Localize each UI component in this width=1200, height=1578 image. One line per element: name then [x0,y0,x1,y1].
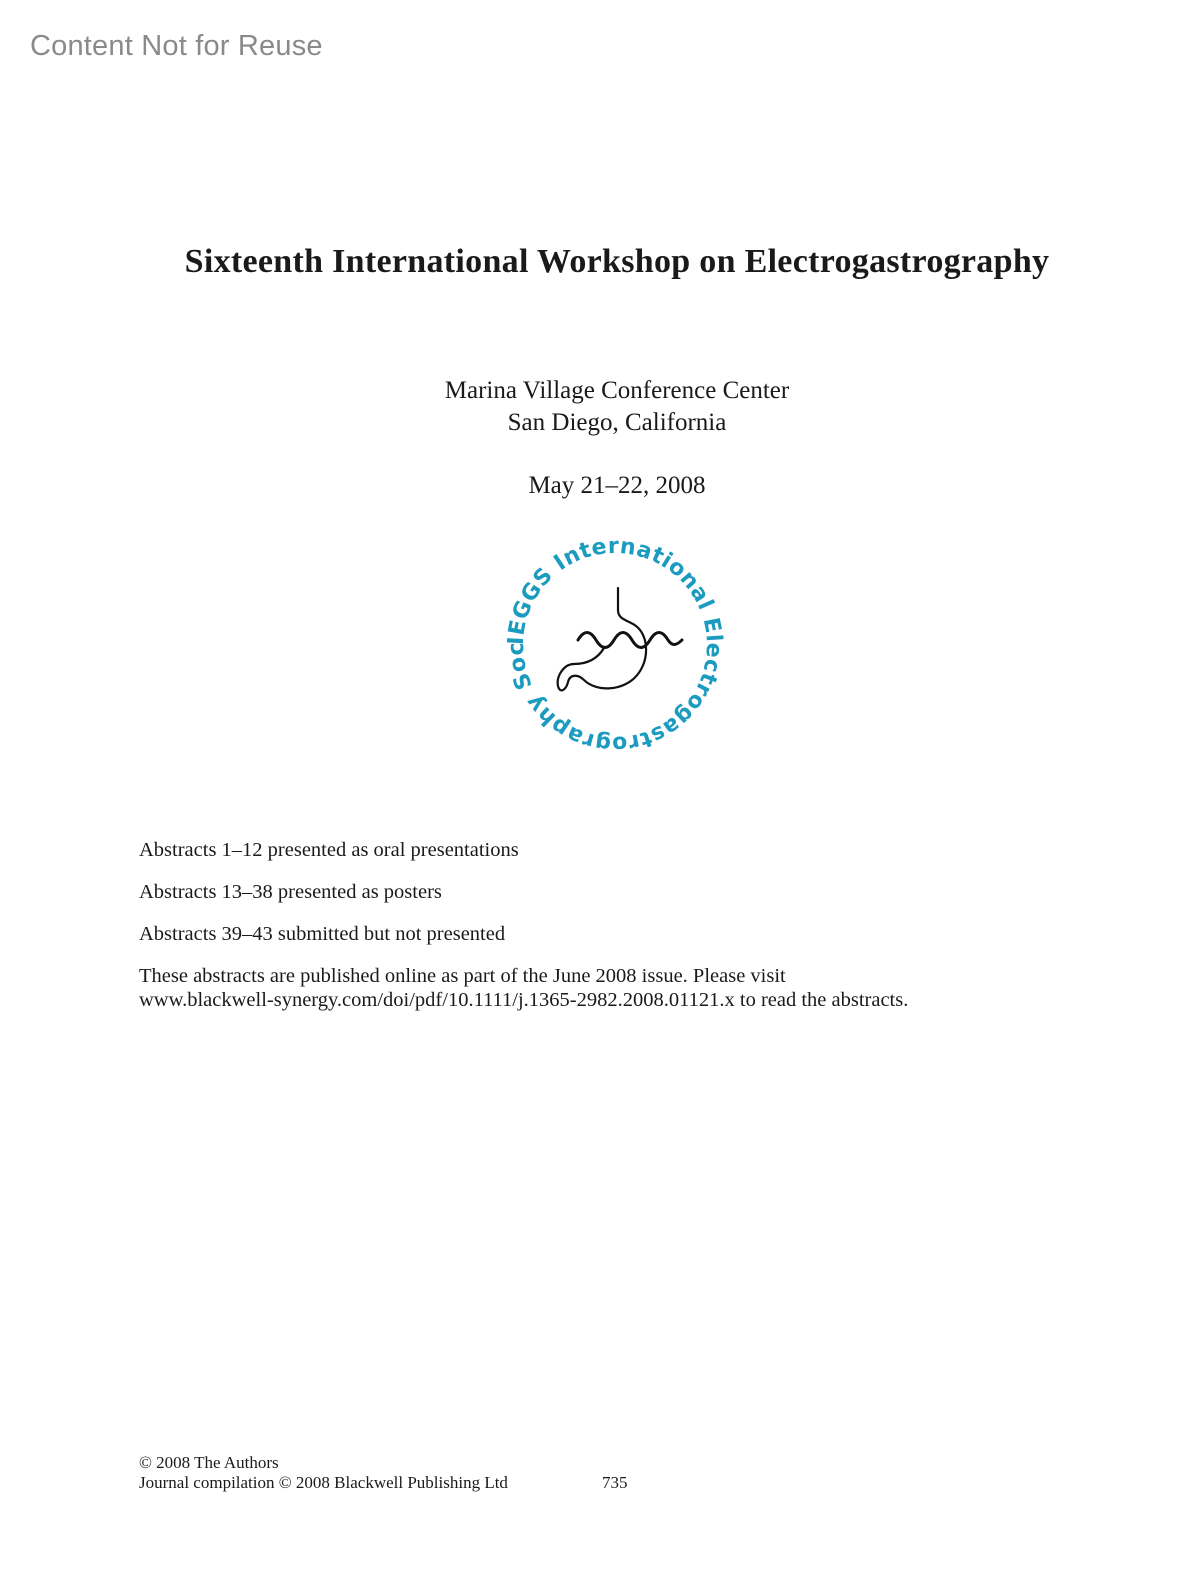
online-note-line-2: www.blackwell-synergy.com/doi/pdf/10.1111/j.1365-2982.2008.01121.x to read the abstracts. [139,989,909,1011]
page-title: Sixteenth International Workshop on Electrogastrography [184,243,1050,280]
logo-ring-text: IEGGS International Electrogastrography Soc [503,540,727,750]
oral-presentations-note: Abstracts 1–12 presented as oral presentations [139,839,519,861]
not-presented-note: Abstracts 39–43 submitted but not presented [139,923,506,945]
online-note-line-1: These abstracts are published online as part of the June 2008 issue. Please visit [139,965,786,987]
ieggs-logo-graphic [500,540,730,750]
venue-line-1: Marina Village Conference Center [444,377,790,404]
stomach-wave-icon [558,588,682,690]
page-number: 735 [602,1473,628,1492]
ieggs-logo [500,540,730,750]
venue-line-2: San Diego, California [507,409,727,436]
footer-copyright [139,1453,508,1493]
online-note [139,964,908,1012]
workshop-dates: May 21–22, 2008 [528,472,706,499]
abstract-notes [139,838,908,1012]
posters-note: Abstracts 13–38 presented as posters [139,881,442,903]
watermark: Content Not for Reuse [30,30,323,62]
copyright-line: © 2008 The Authors [139,1453,279,1472]
compilation-line: Journal compilation © 2008 Blackwell Publishing Ltd [139,1473,508,1492]
venue [0,375,1200,439]
